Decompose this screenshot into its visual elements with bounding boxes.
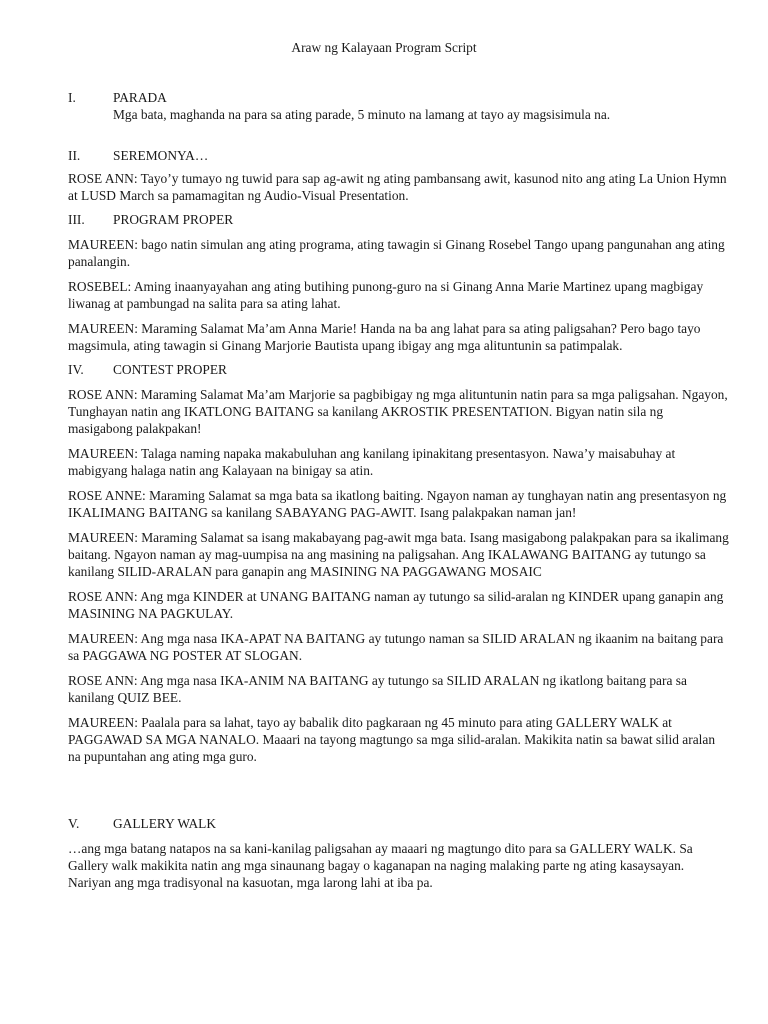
paragraph-maureen-6: MAUREEN: Paalala para sa lahat, tayo ay babalik dito pagkaraan ng 45 minuto para ating GALLERY WALK at PAGGAWAD SA MGA NANALO. Maaari na tayong magtungo sa mga silid-aralan. Makikita natin sa bawat silid aralan na pupuntahan ang ating mga guro. bbox=[68, 715, 716, 764]
paragraph-gallery-walk: …ang mga batang natapos na sa kani-kanilag paligsahan ay maaari ng magtungo dito para sa GALLERY WALK. Sa Gallery walk makikita natin ang mga sinaunang bagay o kaganapan na naging malaking parte ng ating kasaysayan. Nariyan ang mga tradisyonal na kasuotan, mga larong lahi at iba pa. bbox=[68, 841, 693, 890]
section-title: PROGRAM PROPER bbox=[113, 212, 234, 227]
section-number: II. bbox=[68, 148, 81, 163]
section-heading-parada bbox=[68, 89, 730, 106]
paragraph-rose-anne: ROSE ANNE: Maraming Salamat sa mga bata sa ikatlong baiting. Ngayon naman ay tunghayan natin ang presentasyon ng IKALIMANG BAITANG sa kanilang SABAYANG PAG-AWIT. Isang palakpakan naman jan! bbox=[68, 488, 727, 520]
section-number: III. bbox=[68, 212, 85, 227]
paragraph-maureen-4: MAUREEN: Maraming Salamat sa isang makabayang pag-awit mga bata. Isang masigabong palakpakan para sa ikalimang baitang. Ngayon naman ay mag-uumpisa na ang masining na paligsahan. Ang IKALAWANG BAITANG ay tutungo sa kanilang SILID-ARALAN para ganapin ang MASINING NA PAGGAWANG MOSAIC bbox=[68, 530, 729, 579]
section-number: IV. bbox=[68, 362, 84, 377]
paragraph-maureen-5: MAUREEN: Ang mga nasa IKA-APAT NA BAITANG ay tutungo naman sa SILID ARALAN ng ikaanim na baitang para sa PAGGAWA NG POSTER AT SLOGAN. bbox=[68, 631, 724, 663]
section-title: SEREMONYA… bbox=[113, 148, 209, 163]
section-heading-program-proper bbox=[68, 211, 730, 228]
paragraph-rose-ann-1: ROSE ANN: Tayo’y tumayo ng tuwid para sap ag-awit ng ating pambansang awit, kasunod nito ang ating La Union Hymn at LUSD March sa pamamagitan ng Audio-Visual Presentation. bbox=[68, 171, 727, 203]
section-number: I. bbox=[68, 90, 76, 105]
section-heading-contest-proper bbox=[68, 361, 730, 378]
document-body bbox=[68, 89, 730, 891]
paragraph-rose-ann-3: ROSE ANN: Ang mga KINDER at UNANG BAITANG naman ay tutungo sa silid-aralan ng KINDER upang ganapin ang MASINING NA PAGKULAY. bbox=[68, 589, 724, 621]
document-title: Araw ng Kalayaan Program Script bbox=[291, 40, 477, 55]
paragraph-maureen-1: MAUREEN: bago natin simulan ang ating programa, ating tawagin si Ginang Rosebel Tango upang pangunahan ang ating panalangin. bbox=[68, 237, 725, 269]
paragraph-rosebel: ROSEBEL: Aming inaanyayahan ang ating butihing punong-guro na si Ginang Anna Marie Martinez upang magbigay liwanag at pambungad na salita para sa ating lahat. bbox=[68, 279, 704, 311]
section-number: V. bbox=[68, 816, 80, 831]
paragraph-rose-ann-4: ROSE ANN: Ang mga nasa IKA-ANIM NA BAITANG ay tutungo sa SILID ARALAN ng ikatlong baitang para sa kanilang QUIZ BEE. bbox=[68, 673, 687, 705]
section-heading-seremonya bbox=[68, 147, 730, 164]
section-title: CONTEST PROPER bbox=[113, 362, 227, 377]
paragraph-maureen-3: MAUREEN: Talaga naming napaka makabuluhan ang kanilang ipinakitang presentasyon. Nawa’y maisabuhay at mabigyang halaga natin ang Kalayaan na binigay sa atin. bbox=[68, 446, 676, 478]
section-title: PARADA bbox=[113, 90, 167, 105]
section-title: GALLERY WALK bbox=[113, 816, 217, 831]
paragraph-maureen-2: MAUREEN: Maraming Salamat Ma’am Anna Marie! Handa na ba ang lahat para sa ating paligsahan? Pero bago tayo magsimula, ating tawagin si Ginang Marjorie Bautista upang ibigay ang mga alituntunin sa patimpalak. bbox=[68, 321, 701, 353]
section-heading-gallery-walk bbox=[68, 815, 730, 832]
section-text-parada: Mga bata, maghanda na para sa ating parade, 5 minuto na lamang at tayo ay magsisimula na. bbox=[113, 107, 611, 122]
paragraph-rose-ann-2: ROSE ANN: Maraming Salamat Ma’am Marjorie sa pagbibigay ng mga alituntunin natin para sa mga paligsahan. Ngayon, Tunghayan natin ang IKATLONG BAITANG sa kanilang AKROSTIK PRESENTATION. Bigyan natin sila ng masigabong palakpakan! bbox=[68, 387, 728, 436]
